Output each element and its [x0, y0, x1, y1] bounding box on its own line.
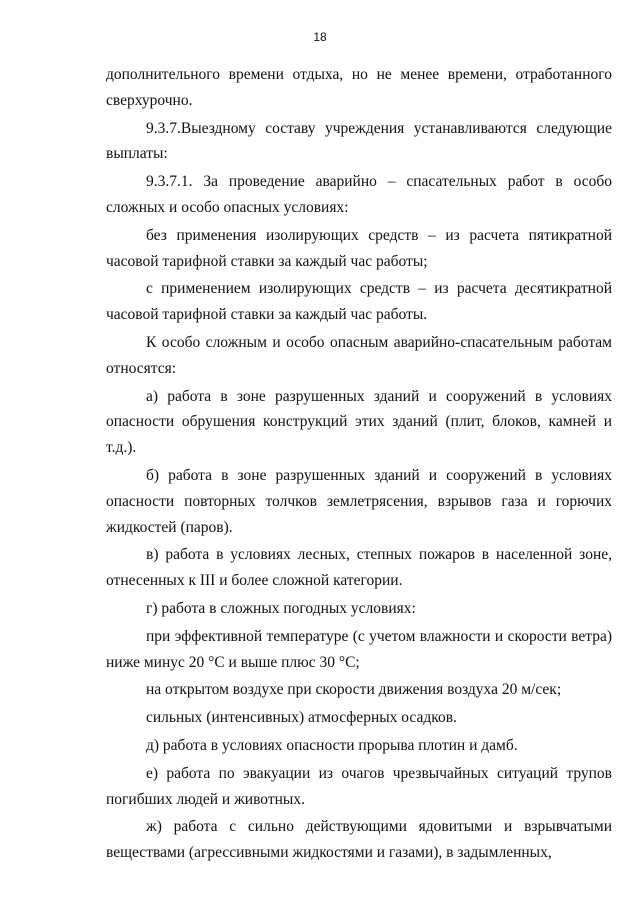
paragraph-continuation: дополнительного времени отдыха, но не менее времени, отработанного сверхурочно. [106, 66, 612, 109]
list-item-d: д) работа в условиях опасности прорыва плотин и дамб. [146, 736, 518, 754]
paragraph-with-isolating-means: с применением изолирующих средств – из расчета десятикратной часовой тарифной ставки за каждый час работы. [106, 280, 612, 324]
sub-item-temperature: при эффективной температуре (с учетом влажности и скорости ветра) ниже минус 20 °С и выше плюс 30 °С; [106, 627, 612, 671]
paragraph-9-3-7: 9.3.7.Выездному составу учреждения устанавливаются следующие выплаты: [106, 119, 612, 163]
document-body [106, 62, 612, 866]
sub-item-wind: на открытом воздухе при скорости движения воздуха 20 м/сек; [146, 681, 562, 699]
list-item-v: в) работа в условиях лесных, степных пожаров в населенной зоне, отнесенных к III и более сложной категории. [106, 546, 612, 590]
list-item-b: б) работа в зоне разрушенных зданий и сооружений в условиях опасности повторных толчков землетрясения, взрывов газа и горючих жидкостей (паров). [106, 466, 612, 536]
list-item-zh: ж) работа с сильно действующими ядовитыми и взрывчатыми веществами (агрессивными жидкостями и газами), в задымленных, [106, 818, 612, 862]
paragraph-work-types-intro: К особо сложным и особо опасным аварийно-спасательным работам относятся: [106, 333, 612, 377]
sub-item-precipitation: сильных (интенсивных) атмосферных осадков. [146, 709, 457, 727]
list-item-g: г) работа в сложных погодных условиях: [146, 599, 416, 617]
paragraph-without-isolating-means: без применения изолирующих средств – из расчета пятикратной часовой тарифной ставки за каждый час работы; [106, 226, 612, 270]
paragraph-9-3-7-1: 9.3.7.1. За проведение аварийно – спасательных работ в особо сложных и особо опасных условиях: [106, 173, 612, 216]
list-item-e: е) работа по эвакуации из очагов чрезвычайных ситуаций трупов погибших людей и животных. [106, 764, 612, 808]
list-item-a: а) работа в зоне разрушенных зданий и сооружений в условиях опасности обрушения конструкций этих зданий (плит, блоков, камней и т.д.). [106, 387, 612, 457]
page-number: 18 [313, 30, 327, 44]
